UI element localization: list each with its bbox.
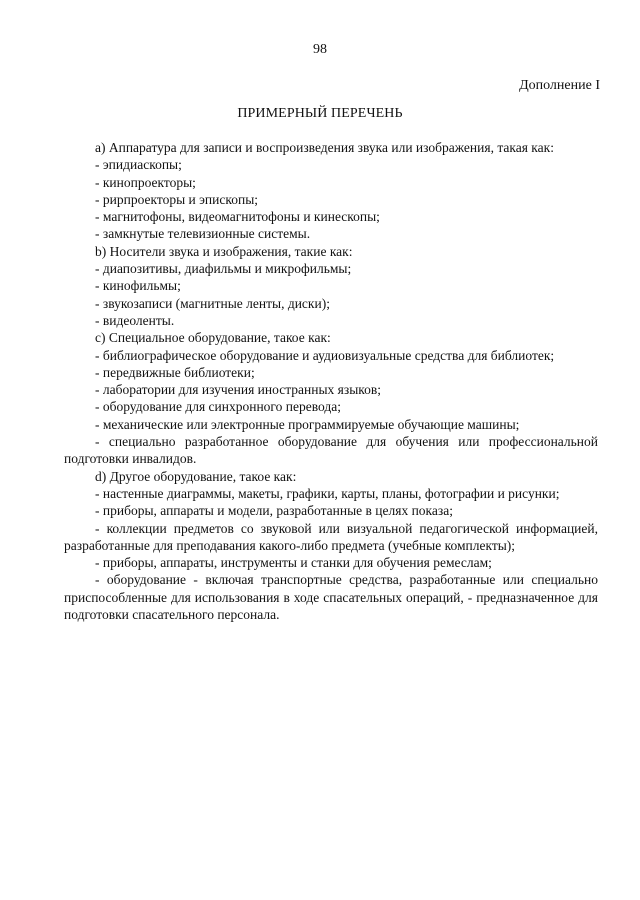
- appendix-label: Дополнение I: [519, 78, 600, 93]
- list-item: - звукозаписи (магнитные ленты, диски);: [95, 295, 330, 311]
- list-item: - настенные диаграммы, макеты, графики, карты, планы, фотографии и рисунки;: [95, 485, 560, 501]
- list-item: - приборы, аппараты и модели, разработанные в целях показа;: [95, 503, 453, 519]
- list-item: - лаборатории для изучения иностранных языков;: [95, 382, 382, 398]
- list-item: - передвижные библиотеки;: [95, 364, 255, 380]
- list-item: - оборудование для синхронного перевода;: [95, 399, 341, 415]
- list-item: - диапозитивы, диафильмы и микрофильмы;: [95, 261, 352, 277]
- document-title: ПРИМЕРНЫЙ ПЕРЕЧЕНЬ: [237, 106, 403, 121]
- list-item: - рирпроекторы и эпископы;: [95, 191, 259, 207]
- list-item: - специально разработанное оборудование для обучения или профессиональной подготовки инвалидов.: [64, 434, 598, 467]
- section-c-heading: c) Специальное оборудование, такое как:: [95, 330, 331, 346]
- document-body: [64, 139, 598, 623]
- list-item: - кинопроекторы;: [95, 174, 196, 190]
- section-a-heading: а) Аппаратура для записи и воспроизведения звука или изображения, такая как:: [95, 140, 554, 155]
- list-item: - коллекции предметов со звуковой или визуальной педагогической информацией, разработанные для преподавания какого-либо предмета (учебные комплекты);: [64, 520, 598, 553]
- list-item: - магнитофоны, видеомагнитофоны и кинескопы;: [95, 209, 380, 225]
- list-item: - кинофильмы;: [95, 278, 181, 294]
- section-b-heading: b) Носители звука и изображения, такие как:: [95, 243, 353, 259]
- list-item: - библиографическое оборудование и аудиовизуальные средства для библиотек;: [95, 347, 555, 363]
- list-item: - эпидиаскопы;: [95, 157, 182, 173]
- list-item: - замкнутые телевизионные системы.: [95, 226, 311, 242]
- page-number: 98: [313, 42, 327, 57]
- section-d-heading: d) Другое оборудование, такое как:: [95, 468, 297, 484]
- list-item: - оборудование - включая транспортные средства, разработанные или специально приспособленные для использования в ходе спасательных операций, - предназначенное для подготовки спасательного персонала.: [64, 572, 598, 623]
- list-item: - приборы, аппараты, инструменты и станки для обучения ремеслам;: [95, 555, 492, 571]
- list-item: - механические или электронные программируемые обучающие машины;: [95, 416, 520, 432]
- list-item: - видеоленты.: [95, 312, 175, 328]
